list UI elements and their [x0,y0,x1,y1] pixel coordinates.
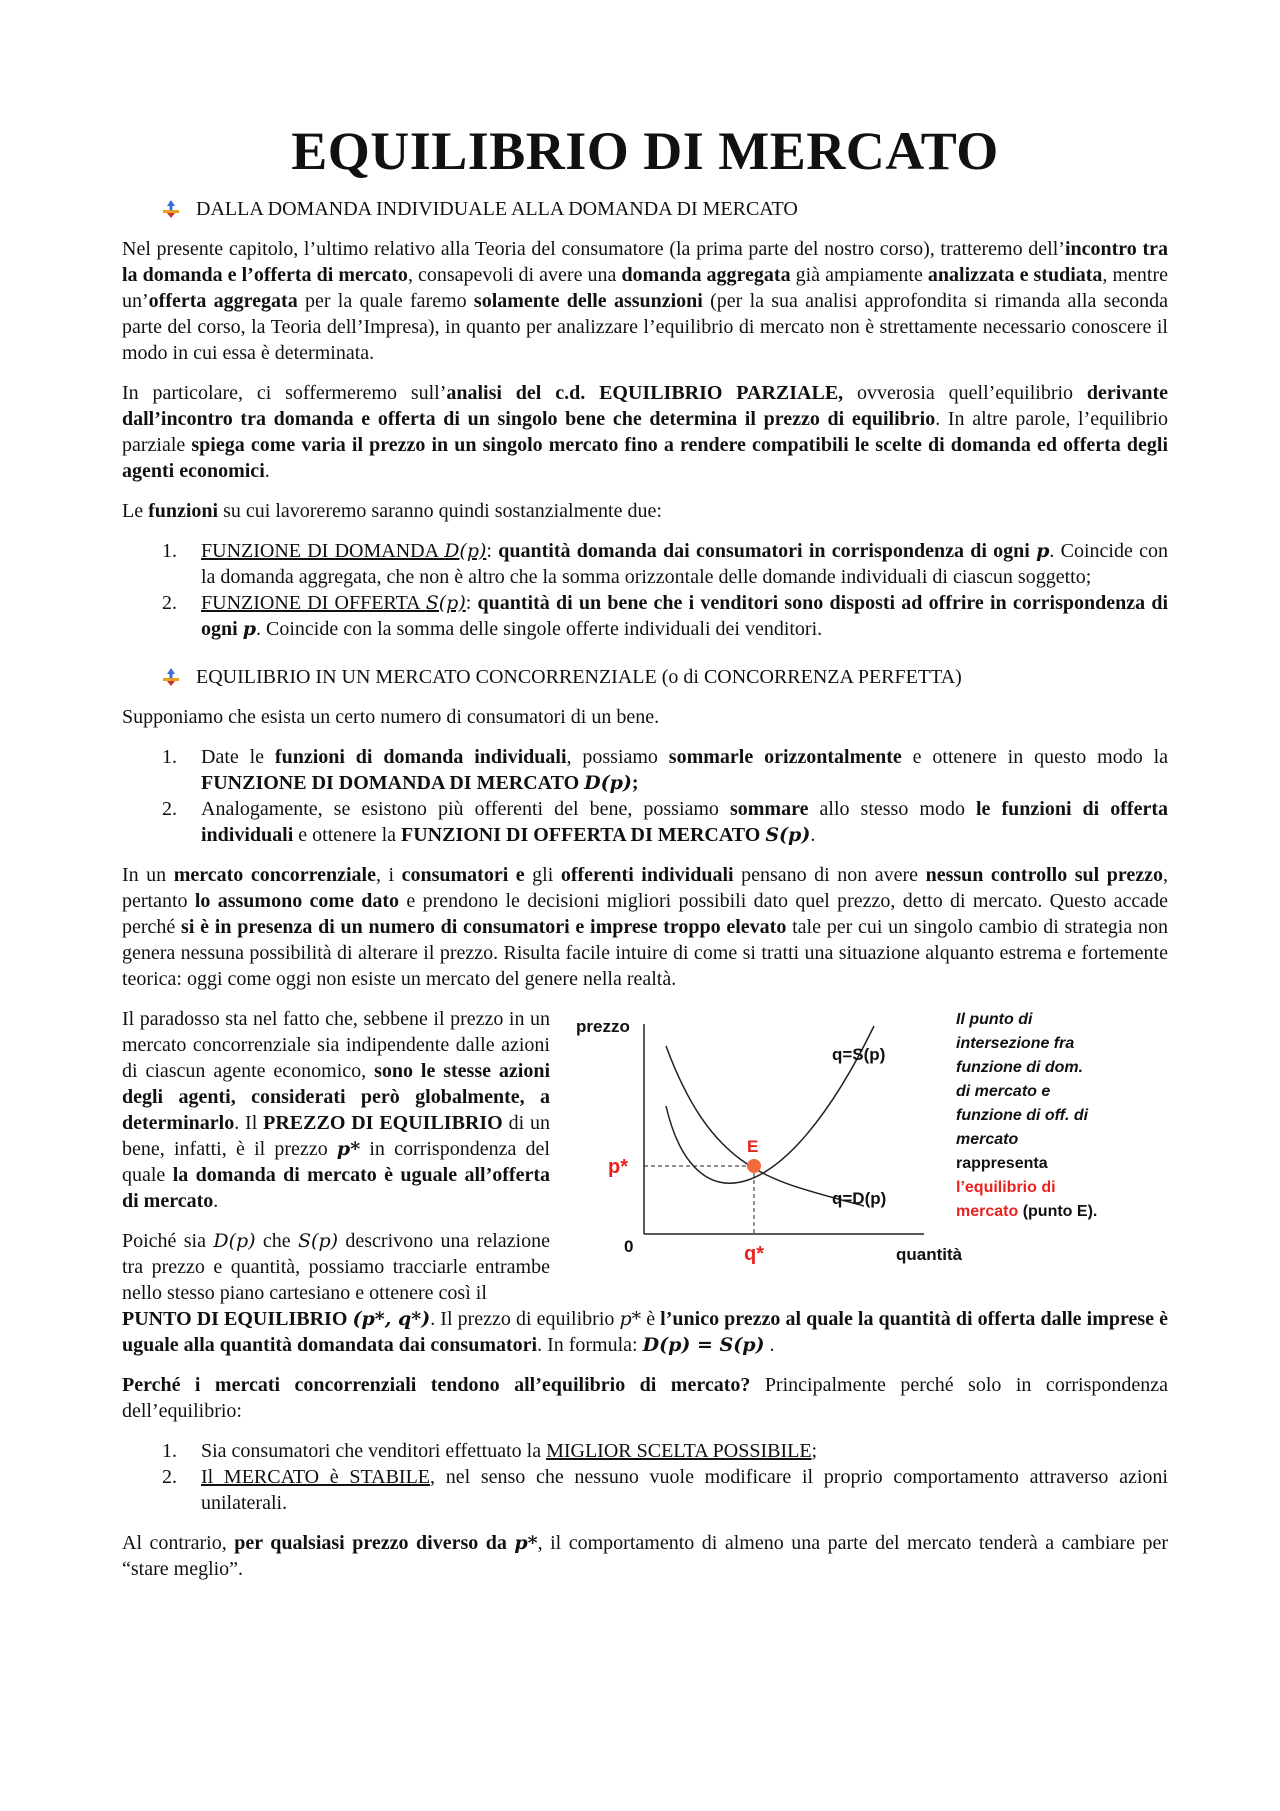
diagram-caption [956,1011,1097,1220]
paragraph-paradox: Il paradosso sta nel fatto che, sebbene il prezzo in un mercato concorrenziale sia indipendente dalle azioni di ciascun agente economico, sono le stesse azioni degli agenti, considerati però globalmente, a determinarlo. Il PREZZO DI EQUILIBRIO di un bene, infatti, è il prezzo p* in corrispondenza del quale la domanda di mercato è uguale all’offerta di mercato. [122,1008,551,1212]
q-star-label: q* [744,1243,764,1265]
caption-line: rappresenta [956,1155,1048,1172]
list-item: 1. Date le funzioni di domanda individuali, possiamo sommarle orizzontalmente e ottenere in questo modo la FUNZIONE DI DOMANDA DI MERCATO D(p); [162,746,1169,794]
market-functions-list [122,744,1168,848]
paragraph-contrary: Al contrario, per qualsiasi prezzo diverso da p*, il comportamento di almeno una parte del mercato tenderà a cambiare per “stare meglio”. [122,1532,1169,1580]
list-item: 2. FUNZIONE DI OFFERTA S(p): quantità di un bene che i venditori sono disposti ad offrire in corrispondenza di ogni p. Coincide con la somma delle singole offerte individuali dei venditori. [162,592,1169,640]
origin-label: 0 [624,1237,634,1256]
equilibrium-point [747,1159,761,1173]
caption-line: funzione di dom. [956,1059,1084,1076]
paragraph-suppose: Supponiamo che esista un certo numero di consumatori di un bene. [122,706,660,728]
paragraph-partial-equilibrium: In particolare, ci soffermeremo sull’analisi del c.d. EQUILIBRIO PARZIALE, ovverosia quell’equilibrio derivante dall’incontro tra domanda e offerta di un singolo bene che determina il prezzo di equilibrio. In altre parole, l’equilibrio parziale spiega come varia il prezzo in un singolo mercato fino a rendere compatibili le scelte di domanda ed offerta degli agenti economici. [122,382,1168,482]
list-item: 2. Il MERCATO è STABILE, nel senso che nessuno vuole modificare il proprio comportamento attraverso azioni unilaterali. [162,1466,1168,1514]
point-e-label: E [747,1137,759,1156]
section-heading-2 [160,664,1168,690]
document-page [122,118,1168,1596]
paragraph-functions: Le funzioni su cui lavoreremo saranno quindi sostanzialmente due: [122,500,662,522]
paragraph-graph-intro: Poiché sia D(p) che S(p) descrivono una relazione tra prezzo e quantità, possiamo tracciarle entrambe nello stesso piano cartesiano e ottenere così il [122,1230,550,1304]
caption-line: mercato [956,1131,1019,1148]
demand-curve [666,1046,864,1206]
section-heading-1-text: DALLA DOMANDA INDIVIDUALE ALLA DOMANDA DI MERCATO [196,198,798,220]
y-axis-label: prezzo [576,1017,630,1036]
list-item: 1. FUNZIONE DI DOMANDA D(p): quantità domanda dai consumatori in corrispondenza di ogni p. Coincide con la domanda aggregata, che non è altro che la somma orizzontale delle domande individuali di ciascun soggetto; [162,540,1168,588]
arrow-bullet-icon [160,198,182,220]
equilibrium-diagram [574,1006,1168,1306]
paragraph-competitive-market: In un mercato concorrenziale, i consumatori e gli offerenti individuali pensano di non avere nessun controllo sul prezzo, pertanto lo assumono come dato e prendono le decisioni migliori possibili dato quel prezzo, detto di mercato. Questo accade perché si è in presenza di un numero di consumatori e imprese troppo elevato tale per cui un singolo cambio di strategia non genera nessuna possibilità di alterare il prezzo. Risulta facile intuire di come si tratti una situazione alquanto estrema e fortemente teorica: oggi come oggi non esiste un mercato del genere nella realtà. [122,864,1169,990]
arrow-bullet-icon [160,666,182,688]
caption-line: intersezione fra [956,1035,1075,1052]
demand-label: q=D(p) [832,1189,887,1208]
paragraph-why-equilibrium: Perché i mercati concorrenziali tendono all’equilibrio di mercato? Principalmente perché solo in corrispondenza dell’equilibrio: [122,1374,1168,1422]
caption-last-line: mercato (punto E). [956,1203,1098,1220]
functions-list [122,538,1168,642]
caption-line: funzione di off. di [956,1107,1089,1124]
caption-red-line: l’equilibrio di [956,1179,1056,1196]
caption-line: di mercato e [956,1083,1051,1100]
section-heading-2-text: EQUILIBRIO IN UN MERCATO CONCORRENZIALE (o di CONCORRENZA PERFETTA) [196,666,962,688]
section-heading-1 [160,196,1168,222]
paragraph-intro: Nel presente capitolo, l’ultimo relativo alla Teoria del consumatore (la prima parte del nostro corso), tratteremo dell’incontro tra la domanda e l’offerta di mercato, consapevoli di avere una domanda aggregata già ampiamente analizzata e studiata, mentre un’offerta aggregata per la quale faremo solamente delle assunzioni (per la sua analisi approfondita si rimanda alla seconda parte del corso, la Teoria dell’Impresa), in quanto per analizzare l’equilibrio di mercato non è strettamente necessario conoscere il modo in cui essa è determinata. [122,238,1168,364]
x-axis-label: quantità [896,1245,963,1264]
paragraph-equilibrium-point: PUNTO DI EQUILIBRIO (p*, q*). Il prezzo di equilibrio p* è l’unico prezzo al quale la quantità di offerta dalle imprese è uguale alla quantità domandata dai consumatori. In formula: D(p) = S(p) . [122,1308,1168,1356]
page-title: EQUILIBRIO DI MERCATO [291,121,999,181]
equilibrium-reasons-list [122,1438,1168,1516]
list-item: 1. Sia consumatori che venditori effettuato la MIGLIOR SCELTA POSSIBILE; [162,1440,818,1462]
supply-label: q=S(p) [832,1045,886,1064]
p-star-label: p* [608,1156,628,1178]
list-item: 2. Analogamente, se esistono più offerenti del bene, possiamo sommare allo stesso modo le funzioni di offerta individuali e ottenere la FUNZIONI DI OFFERTA DI MERCATO S(p). [162,798,1168,846]
paradox-block [122,1006,1168,1306]
caption-line: Il punto di [956,1011,1033,1028]
